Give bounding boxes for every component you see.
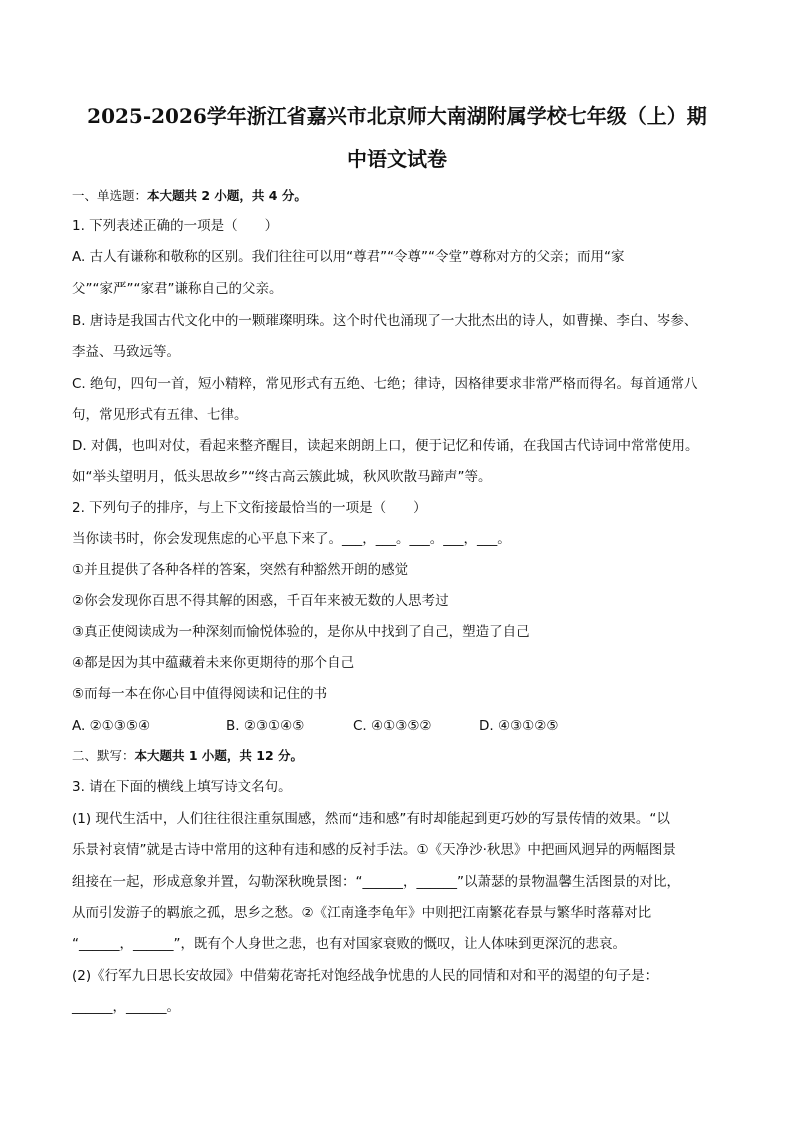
q2-options-row <box>72 716 732 736</box>
q2-item-5: ⑤而每一本在你心目中值得阅读和记住的书 <box>72 686 328 702</box>
q2-item-1: ①并且提供了各种各样的答案，突然有种豁然开朗的感觉 <box>72 562 409 578</box>
q2-item-2: ②你会发现你百思不得其解的困惑，千百年来被无数的人思考过 <box>72 593 449 609</box>
q1-option-b-line-2: 李益、马致远等。 <box>72 344 180 360</box>
q2-option-b: B. ②③①④⑤ <box>226 718 305 734</box>
q3-part-1-line-5: “______，______”，既有个人身世之悲，也有对国家衰败的慨叹，让人体味到更深沉的悲哀。 <box>72 936 626 952</box>
question-3-stem: 3. 请在下面的横线上填写诗文名句。 <box>72 779 292 795</box>
section-2-name: 二、默写： <box>72 748 135 763</box>
q1-option-c-line-2: 句，常见形式有五律、七律。 <box>72 407 248 423</box>
q2-option-a: A. ②①③⑤④ <box>72 718 151 734</box>
q3-part-2-line-2: ______，______。 <box>72 999 180 1015</box>
q3-part-1-line-1: (1) 现代生活中，人们往往很注重氛围感，然而“违和感”有时却能起到更巧妙的写景传情的效果。“以 <box>72 811 670 827</box>
q3-part-2-line-1: (2)《行军九日思长安故园》中借菊花寄托对饱经战争忧患的人民的同情和对和平的渴望的句子是： <box>72 968 659 984</box>
q1-option-b-line-1: B. 唐诗是我国古代文化中的一颗璀璨明珠。这个时代也涌现了一大批杰出的诗人，如曹操、李白、岑参、 <box>72 313 698 329</box>
section-1-name: 一、单选题： <box>72 188 148 203</box>
section-2-heading <box>72 746 732 766</box>
q1-option-d-line-2: 如“举头望明月，低头思故乡”“终古高云簇此城，秋风吹散马蹄声”等。 <box>72 469 492 485</box>
exam-title-line-1: 2025-2026学年浙江省嘉兴市北京师大南湖附属学校七年级（上）期 <box>87 104 707 128</box>
q1-option-c-line-1: C. 绝句，四句一首，短小精粹，常见形式有五绝、七绝；律诗，因格律要求非常严格而得名。每首通常八 <box>72 376 698 392</box>
q3-part-1-line-3: 组接在一起，形成意象并置，勾勒深秋晚景图：“______，______”以萧瑟的景物温馨生活图景的对比， <box>72 874 680 890</box>
section-1-desc: 本大题共 2 小题，共 4 分。 <box>147 188 307 203</box>
section-1-heading <box>72 186 732 206</box>
q2-item-4: ④都是因为其中蕴藏着未来你更期待的那个自己 <box>72 655 355 671</box>
section-2-desc: 本大题共 1 小题，共 12 分。 <box>134 748 304 763</box>
exam-title-line-2: 中语文试卷 <box>347 147 447 171</box>
q3-part-1-line-4: 从而引发游子的羁旅之孤，思乡之愁。②《江南逢李龟年》中则把江南繁花春景与繁华时落幕对比 <box>72 905 652 921</box>
question-2-context: 当你读书时，你会发现焦虑的心平息下来了。___，___。___。___，___。 <box>72 531 511 547</box>
q2-option-d: D. ④③①②⑤ <box>479 718 559 734</box>
question-1-stem: 1. 下列表述正确的一项是（ ） <box>72 218 279 234</box>
question-2-stem: 2. 下列句子的排序，与上下文衔接最恰当的一项是（ ） <box>72 500 427 516</box>
q1-option-a-line-2: 父”“家严”“家君”谦称自己的父亲。 <box>72 281 283 297</box>
q3-part-1-line-2: 乐景衬哀情”就是古诗中常用的这种有违和感的反衬手法。①《天净沙·秋思》中把画风迥异的两幅图景 <box>72 842 676 858</box>
q1-option-a-line-1: A. 古人有谦称和敬称的区别。我们往往可以用“尊君”“令尊”“令堂”尊称对方的父亲；而用“家 <box>72 249 625 265</box>
q2-item-3: ③真正使阅读成为一种深刻而愉悦体验的，是你从中找到了自己，塑造了自己 <box>72 624 530 640</box>
q2-option-c: C. ④①③⑤② <box>353 718 432 734</box>
q1-option-d-line-1: D. 对偶，也叫对仗，看起来整齐醒目，读起来朗朗上口，便于记忆和传诵，在我国古代诗词中常常使用。 <box>72 438 699 454</box>
